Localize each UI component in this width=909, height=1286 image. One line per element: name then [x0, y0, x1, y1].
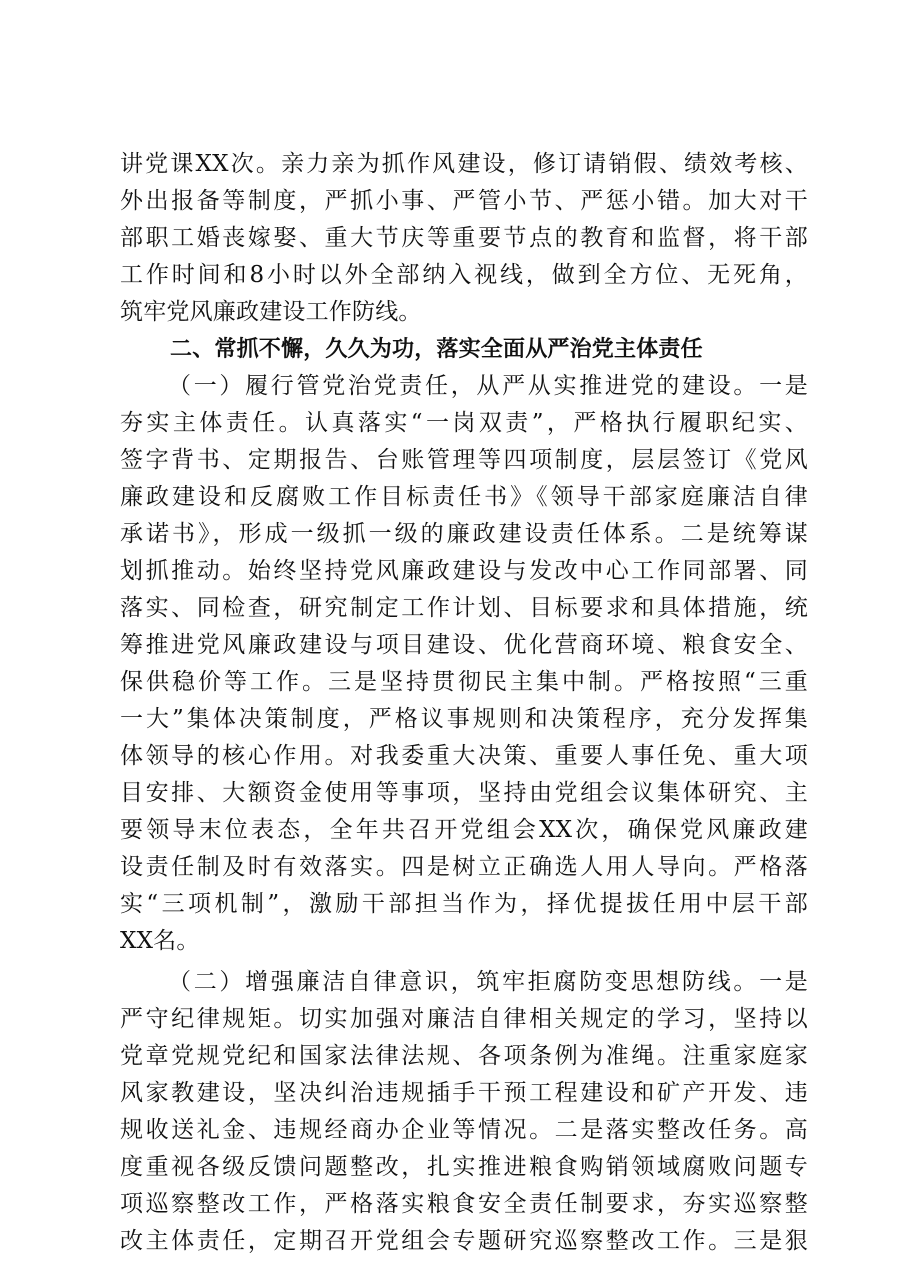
text-line: 落实、同检查，研究制定工作计划、目标要求和具体措施，统: [120, 595, 808, 621]
text-line: 项巡察整改工作，严格落实粮食安全责任制要求，夯实巡察整: [120, 1191, 808, 1217]
text-line: 改主体责任，定期召开党组会专题研究巡察整改工作。三是狠: [120, 1228, 808, 1254]
text-line: 要领导末位表态，全年共召开党组会XX次，确保党风廉政建: [120, 817, 808, 843]
text-line: 工作时间和8小时以外全部纳入视线，做到全方位、无死角，: [120, 262, 808, 288]
text-line: （二）增强廉洁自律意识，筑牢拒腐防变思想防线。一是: [168, 969, 808, 995]
document-page: [120, 146, 808, 1260]
text-line: 夯实主体责任。认真落实“一岗双责”，严格执行履职纪实、: [120, 410, 808, 436]
text-line: 党章党规党纪和国家法律法规、各项条例为准绳。注重家庭家: [120, 1043, 808, 1069]
text-line: 实“三项机制”，激励干部担当作为，择优提拔任用中层干部: [120, 891, 808, 917]
text-line: 划抓推动。始终坚持党风廉政建设与发改中心工作同部署、同: [120, 558, 808, 584]
text-line: （一）履行管党治党责任，从严从实推进党的建设。一是: [168, 373, 808, 399]
text-line: 规收送礼金、违规经商办企业等情况。二是落实整改任务。高: [120, 1117, 808, 1143]
text-line: 风家教建设，坚决纠治违规插手干预工程建设和矿产开发、违: [120, 1080, 808, 1106]
text-line: XX名。: [120, 928, 200, 954]
section-heading: 二、常抓不懈，久久为功，落实全面从严治党主体责任: [170, 337, 703, 362]
text-line: 体领导的核心作用。对我委重大决策、重要人事任免、重大项: [120, 743, 808, 769]
text-line: 筑牢党风廉政建设工作防线。: [120, 299, 422, 325]
text-line: 签字背书、定期报告、台账管理等四项制度，层层签订《党风: [120, 447, 808, 473]
text-line: 讲党课XX次。亲力亲为抓作风建设，修订请销假、绩效考核、: [120, 151, 808, 177]
text-line: 筹推进党风廉政建设与项目建设、优化营商环境、粮食安全、: [120, 632, 808, 658]
paragraph-2: [120, 964, 808, 1260]
intro-paragraph: [120, 146, 808, 331]
text-line: 廉政建设和反腐败工作目标责任书》《领导干部家庭廉洁自律: [120, 484, 808, 510]
text-line: 度重视各级反馈问题整改，扎实推进粮食购销领域腐败问题专: [120, 1154, 808, 1180]
text-line: 外出报备等制度，严抓小事、严管小节、严惩小错。加大对干: [120, 188, 808, 214]
text-line: 承诺书》，形成一级抓一级的廉政建设责任体系。二是统筹谋: [120, 521, 808, 547]
text-line: 部职工婚丧嫁娶、重大节庆等重要节点的教育和监督，将干部: [120, 225, 808, 251]
text-line: 一大”集体决策制度，严格议事规则和决策程序，充分发挥集: [120, 706, 808, 732]
text-line: 严守纪律规矩。切实加强对廉洁自律相关规定的学习，坚持以: [120, 1006, 808, 1032]
text-line: 设责任制及时有效落实。四是树立正确选人用人导向。严格落: [120, 854, 808, 880]
text-line: 保供稳价等工作。三是坚持贯彻民主集中制。严格按照“三重: [120, 669, 808, 695]
text-line: 目安排、大额资金使用等事项，坚持由党组会议集体研究、主: [120, 780, 808, 806]
paragraph-1: [120, 368, 808, 960]
